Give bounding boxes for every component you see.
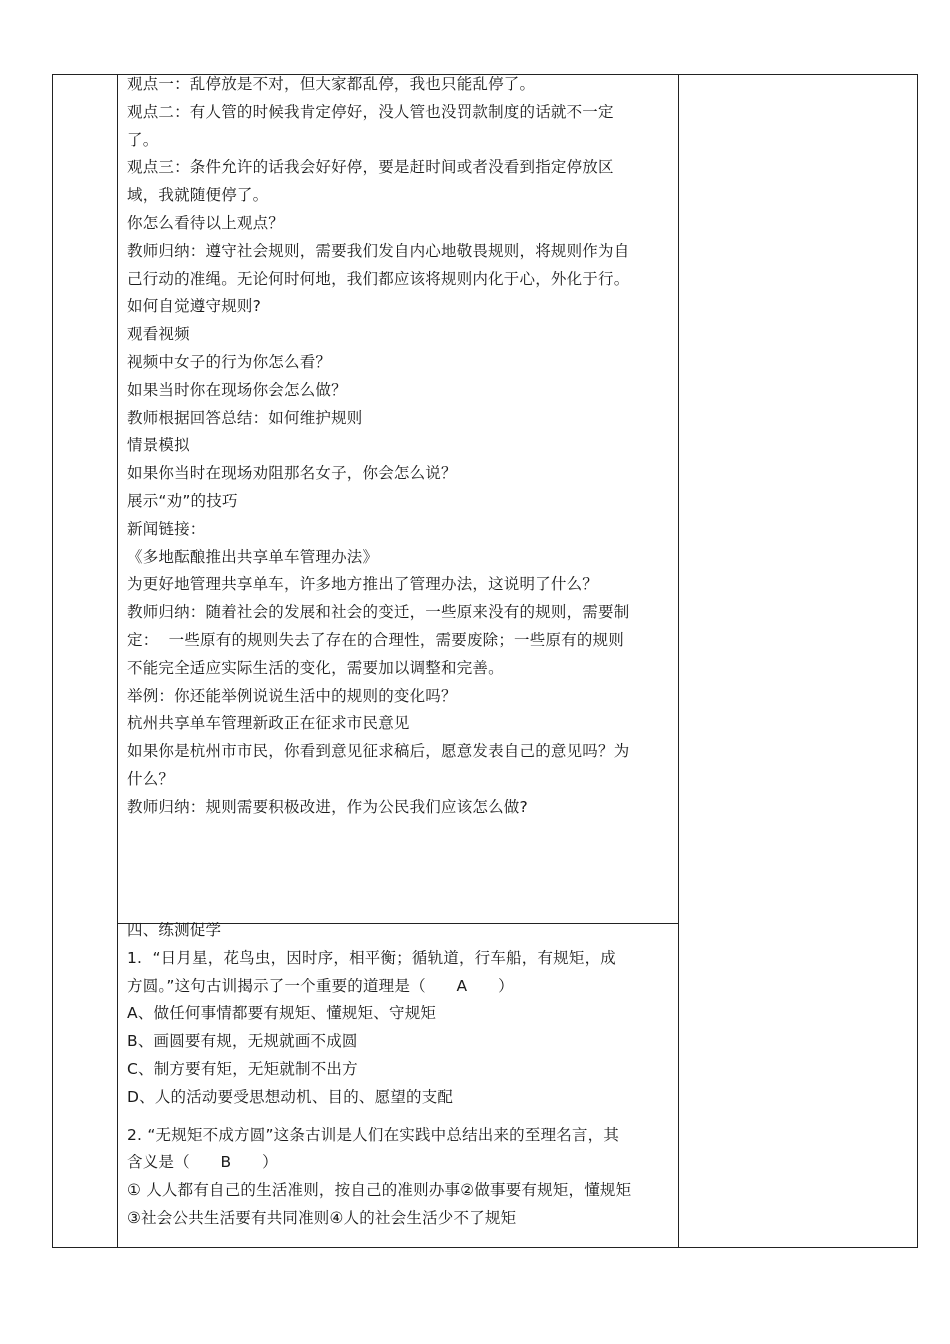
text-line: 杭州共享单车管理新政正在征求市民意见 [127,714,410,733]
text-line: 如果你是杭州市市民，你看到意见征求稿后，愿意发表自己的意见吗？为 [127,742,630,761]
text-line: 教师归纳：随着社会的发展和社会的变迁，一些原来没有的规则，需要制 [127,603,630,622]
question-line: ① 人人都有自己的生活准则，按自己的准则办事②做事要有规矩，懂规矩 [127,1181,632,1200]
text-line: 如何自觉遵守规则? [127,297,262,316]
question-line: 含义是（ B ） [127,1153,278,1172]
answer-option: D、人的活动要受思想动机、目的、愿望的支配 [127,1087,454,1106]
answer-option: A、做任何事情都要有规矩、懂规矩、守规矩 [127,1004,437,1023]
text-line: 如果你当时在现场劝阻那名女子，你会怎么说？ [127,464,457,483]
text-line: 为更好地管理共享单车，许多地方推出了管理办法，这说明了什么？ [127,575,599,594]
text-line: 域，我就随便停了。 [127,186,269,205]
text-line: 不能完全适应实际生活的变化，需要加以调整和完善。 [127,658,504,677]
text-line: 教师归纳：遵守社会规则，需要我们发自内心地敬畏规则，将规则作为自 [127,241,630,260]
text-line: 定： 一些原有的规则失去了存在的合理性，需要废除；一些原有的规则 [127,630,624,649]
question-line: 1. “日月星，花鸟虫，因时序，相平衡；循轨道，行车船，有规矩，成 [127,948,616,967]
text-line: 教师归纳：规则需要积极改进，作为公民我们应该怎么做? [127,797,528,816]
column-divider-left [117,75,118,1247]
text-line: 教师根据回答总结：如何维护规则 [127,408,363,427]
spacer [127,1112,679,1122]
text-line: 《多地酝酿推出共享单车管理办法》 [127,547,379,566]
lesson-plan-table [52,74,918,1248]
section-four-content [127,917,679,1233]
text-line: 观看视频 [127,325,190,344]
text-line: 如果当时你在现场你会怎么做？ [127,380,347,399]
answer-option: B、画圆要有规，无规就画不成圆 [127,1032,358,1051]
text-line: 视频中女子的行为你怎么看？ [127,352,332,371]
answer-option: C、制方要有矩，无矩就制不出方 [127,1059,358,1078]
question-line: ③社会公共生活要有共同准则④人的社会生活少不了规矩 [127,1208,517,1227]
text-line: 情景模拟 [127,436,190,455]
text-line: 观点二：有人管的时候我肯定停好，没人管也没罚款制度的话就不一定 [127,102,614,121]
text-line: 新闻链接： [127,519,206,538]
question-line: 2. “无规矩不成方圆”这条古训是人们在实践中总结出来的至理名言，其 [127,1125,620,1144]
text-line: 展示“劝”的技巧 [127,491,238,510]
text-line: 举例：你还能举例说说生活中的规则的变化吗？ [127,686,457,705]
text-line: 观点三：条件允许的话我会好好停，要是赶时间或者没看到指定停放区 [127,158,614,177]
text-line: 了。 [127,130,159,149]
section-heading: 四、练测促学 [127,921,222,939]
text-line: 己行动的准绳。无论何时何地，我们都应该将规则内化于心，外化于行。 [127,269,630,288]
text-line: 观点一：乱停放是不对，但大家都乱停，我也只能乱停了。 [127,75,536,93]
text-line: 你怎么看待以上观点？ [127,213,285,232]
section-three-content [127,71,679,822]
text-line: 什么？ [127,769,175,788]
question-line: 方圆。”这句古训揭示了一个重要的道理是（ A ） [127,976,514,995]
